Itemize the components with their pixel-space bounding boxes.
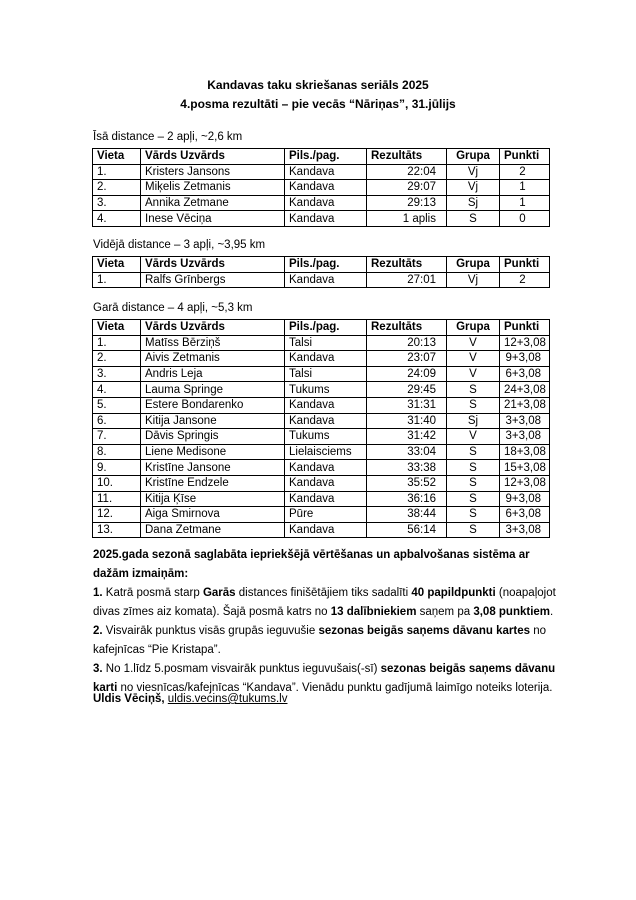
cell-result: 35:52	[367, 475, 447, 491]
cell-name: Aiga Smirnova	[141, 507, 285, 523]
cell-town: Kandava	[285, 460, 367, 476]
cell-town: Kandava	[285, 180, 367, 196]
column-header-name: Vārds Uzvārds	[141, 149, 285, 165]
table-row	[93, 444, 550, 460]
column-header-result: Rezultāts	[367, 257, 447, 273]
table-row	[93, 522, 550, 538]
cell-result: 29:45	[367, 382, 447, 398]
cell-name: Liene Medisone	[141, 444, 285, 460]
cell-name: Kristīne Jansone	[141, 460, 285, 476]
cell-group: S	[447, 444, 500, 460]
cell-points: 1	[500, 180, 550, 196]
cell-place: 1.	[93, 164, 141, 180]
cell-points: 1	[500, 195, 550, 211]
cell-result: 29:07	[367, 180, 447, 196]
note-text-run: sezonas beigās saņems dāvanu kartes	[318, 625, 531, 637]
cell-name: Annika Zetmane	[141, 195, 285, 211]
cell-name: Lauma Springe	[141, 382, 285, 398]
column-header-result: Rezultāts	[367, 320, 447, 336]
cell-result: 20:13	[367, 335, 447, 351]
cell-town: Lielaisciems	[285, 444, 367, 460]
column-header-town: Pils./pag.	[285, 320, 367, 336]
column-header-group: Grupa	[447, 149, 500, 165]
cell-town: Kandava	[285, 351, 367, 367]
cell-name: Andris Leja	[141, 366, 285, 382]
cell-result: 31:31	[367, 397, 447, 413]
note-text-run: 13 dalībniekiem	[330, 606, 417, 618]
cell-town: Kandava	[285, 164, 367, 180]
cell-place: 3.	[93, 195, 141, 211]
cell-group: V	[447, 335, 500, 351]
cell-place: 1.	[93, 335, 141, 351]
cell-points: 3+3,08	[500, 429, 550, 445]
author-name: Uldis Vēciņš,	[93, 693, 165, 705]
cell-group: S	[447, 397, 500, 413]
table-row	[93, 211, 550, 227]
cell-group: S	[447, 491, 500, 507]
author-signature	[93, 693, 287, 705]
table-row	[93, 460, 550, 476]
author-email-link[interactable]: uldis.vecins@tukums.lv	[167, 693, 288, 705]
column-header-place: Vieta	[93, 320, 141, 336]
short-distance-table	[92, 148, 550, 227]
cell-town: Kandava	[285, 195, 367, 211]
cell-group: Vj	[447, 164, 500, 180]
cell-points: 24+3,08	[500, 382, 550, 398]
table-header-row	[93, 257, 550, 273]
cell-town: Talsi	[285, 335, 367, 351]
medium-distance-caption: Vidējā distance – 3 apļi, ~3,95 km	[93, 239, 266, 251]
cell-place: 6.	[93, 413, 141, 429]
cell-group: Sj	[447, 413, 500, 429]
cell-result: 33:38	[367, 460, 447, 476]
cell-points: 18+3,08	[500, 444, 550, 460]
table-row	[93, 164, 550, 180]
cell-place: 2.	[93, 351, 141, 367]
note-text-run: No 1.līdz 5.posmam visvairāk punktus ieguvušais(-sī)	[102, 663, 381, 675]
cell-name: Miķelis Zetmanis	[141, 180, 285, 196]
long-distance-caption: Garā distance – 4 apļi, ~5,3 km	[93, 302, 253, 314]
note-text-run: 2.	[93, 625, 103, 637]
cell-name: Estere Bondarenko	[141, 397, 285, 413]
note-text-run: 3,08 punktiem	[473, 606, 551, 618]
cell-result: 27:01	[367, 272, 447, 288]
document-title: Kandavas taku skriešanas seriāls 2025	[207, 78, 429, 92]
medium-distance-table	[92, 256, 550, 288]
cell-place: 4.	[93, 382, 141, 398]
note-text-run: no kafejnīcas “Pie Kristapa”.	[93, 625, 547, 656]
table-header-row	[93, 320, 550, 336]
note-text-run: Garās	[202, 587, 236, 599]
notes-intro: 2025.gada sezonā saglabāta iepriekšējā vērtēšanas un apbalvošanas sistēma ar dažām izmaiņām:	[93, 549, 530, 580]
cell-result: 56:14	[367, 522, 447, 538]
cell-group: V	[447, 429, 500, 445]
cell-points: 0	[500, 211, 550, 227]
column-header-town: Pils./pag.	[285, 149, 367, 165]
cell-group: S	[447, 475, 500, 491]
column-header-points: Punkti	[500, 149, 550, 165]
cell-points: 3+3,08	[500, 413, 550, 429]
cell-town: Tukums	[285, 382, 367, 398]
cell-town: Kandava	[285, 272, 367, 288]
cell-name: Kitija Jansone	[141, 413, 285, 429]
cell-result: 36:16	[367, 491, 447, 507]
cell-points: 6+3,08	[500, 507, 550, 523]
cell-group: Vj	[447, 180, 500, 196]
cell-group: Sj	[447, 195, 500, 211]
cell-name: Kristers Jansons	[141, 164, 285, 180]
cell-place: 13.	[93, 522, 141, 538]
table-row	[93, 272, 550, 288]
column-header-place: Vieta	[93, 257, 141, 273]
cell-points: 3+3,08	[500, 522, 550, 538]
cell-group: S	[447, 382, 500, 398]
cell-town: Tukums	[285, 429, 367, 445]
table-row	[93, 397, 550, 413]
cell-name: Kristīne Endzele	[141, 475, 285, 491]
cell-points: 6+3,08	[500, 366, 550, 382]
cell-place: 3.	[93, 366, 141, 382]
cell-place: 9.	[93, 460, 141, 476]
long-distance-table	[92, 319, 550, 538]
column-header-points: Punkti	[500, 320, 550, 336]
column-header-town: Pils./pag.	[285, 257, 367, 273]
cell-group: S	[447, 507, 500, 523]
cell-name: Dāvis Springis	[141, 429, 285, 445]
note-text-run: 1.	[93, 587, 103, 599]
cell-town: Talsi	[285, 366, 367, 382]
cell-place: 10.	[93, 475, 141, 491]
cell-group: S	[447, 522, 500, 538]
cell-name: Kitija Ķīse	[141, 491, 285, 507]
cell-name: Aivis Zetmanis	[141, 351, 285, 367]
cell-result: 38:44	[367, 507, 447, 523]
table-row	[93, 335, 550, 351]
note-text-run: .	[550, 606, 554, 618]
cell-points: 21+3,08	[500, 397, 550, 413]
cell-points: 12+3,08	[500, 475, 550, 491]
column-header-name: Vārds Uzvārds	[141, 257, 285, 273]
cell-town: Pūre	[285, 507, 367, 523]
table-row	[93, 366, 550, 382]
note-text-run: saņem pa	[416, 606, 474, 618]
table-row	[93, 413, 550, 429]
note-text-run: sezonas beigās saņems dāvanu karti	[93, 663, 556, 694]
cell-result: 31:40	[367, 413, 447, 429]
cell-name: Dana Zetmane	[141, 522, 285, 538]
column-header-group: Grupa	[447, 257, 500, 273]
notes-point-1	[93, 584, 563, 622]
cell-town: Kandava	[285, 413, 367, 429]
cell-group: Vj	[447, 272, 500, 288]
cell-place: 12.	[93, 507, 141, 523]
cell-points: 9+3,08	[500, 351, 550, 367]
cell-town: Kandava	[285, 397, 367, 413]
cell-place: 1.	[93, 272, 141, 288]
cell-result: 33:04	[367, 444, 447, 460]
cell-place: 11.	[93, 491, 141, 507]
season-notes	[93, 546, 563, 698]
cell-result: 31:42	[367, 429, 447, 445]
short-distance-caption: Īsā distance – 2 apļi, ~2,6 km	[93, 131, 243, 143]
note-text-run: (noapaļojot divas zīmes aiz komata). Šajā posmā katrs no	[93, 587, 556, 618]
cell-town: Kandava	[285, 522, 367, 538]
note-text-run: no viesnīcas/kafejnīcas “Kandava”. Vienādu punktu gadījumā laimīgo noteiks loterija.	[117, 682, 553, 694]
cell-place: 7.	[93, 429, 141, 445]
column-header-result: Rezultāts	[367, 149, 447, 165]
cell-points: 9+3,08	[500, 491, 550, 507]
cell-place: 4.	[93, 211, 141, 227]
cell-points: 2	[500, 272, 550, 288]
cell-group: S	[447, 460, 500, 476]
table-row	[93, 195, 550, 211]
cell-group: V	[447, 366, 500, 382]
cell-name: Matīss Bērziņš	[141, 335, 285, 351]
table-row	[93, 382, 550, 398]
table-row	[93, 180, 550, 196]
column-header-group: Grupa	[447, 320, 500, 336]
note-text-run: 3.	[93, 663, 103, 675]
cell-points: 12+3,08	[500, 335, 550, 351]
note-text-run: 40 papildpunkti	[411, 587, 496, 599]
cell-town: Kandava	[285, 491, 367, 507]
cell-group: S	[447, 211, 500, 227]
cell-points: 2	[500, 164, 550, 180]
cell-place: 2.	[93, 180, 141, 196]
cell-points: 15+3,08	[500, 460, 550, 476]
cell-result: 29:13	[367, 195, 447, 211]
note-text-run: Katrā posmā starp	[102, 587, 203, 599]
table-row	[93, 491, 550, 507]
table-row	[93, 429, 550, 445]
note-text-run: distances finišētājiem tiks sadalīti	[235, 587, 412, 599]
column-header-name: Vārds Uzvārds	[141, 320, 285, 336]
cell-name: Inese Vēciņa	[141, 211, 285, 227]
column-header-place: Vieta	[93, 149, 141, 165]
cell-place: 5.	[93, 397, 141, 413]
table-row	[93, 351, 550, 367]
cell-result: 22:04	[367, 164, 447, 180]
column-header-points: Punkti	[500, 257, 550, 273]
cell-place: 8.	[93, 444, 141, 460]
cell-name: Ralfs Grīnbergs	[141, 272, 285, 288]
table-row	[93, 507, 550, 523]
cell-group: V	[447, 351, 500, 367]
cell-result: 23:07	[367, 351, 447, 367]
table-row	[93, 475, 550, 491]
table-header-row	[93, 149, 550, 165]
notes-point-2	[93, 622, 563, 660]
cell-result: 24:09	[367, 366, 447, 382]
document-subtitle: 4.posma rezultāti – pie vecās “Nāriņas”, 31.jūlijs	[180, 97, 456, 111]
cell-result: 1 aplis	[367, 211, 447, 227]
note-text-run: Visvairāk punktus visās grupās ieguvušie	[102, 625, 319, 637]
cell-town: Kandava	[285, 211, 367, 227]
cell-town: Kandava	[285, 475, 367, 491]
